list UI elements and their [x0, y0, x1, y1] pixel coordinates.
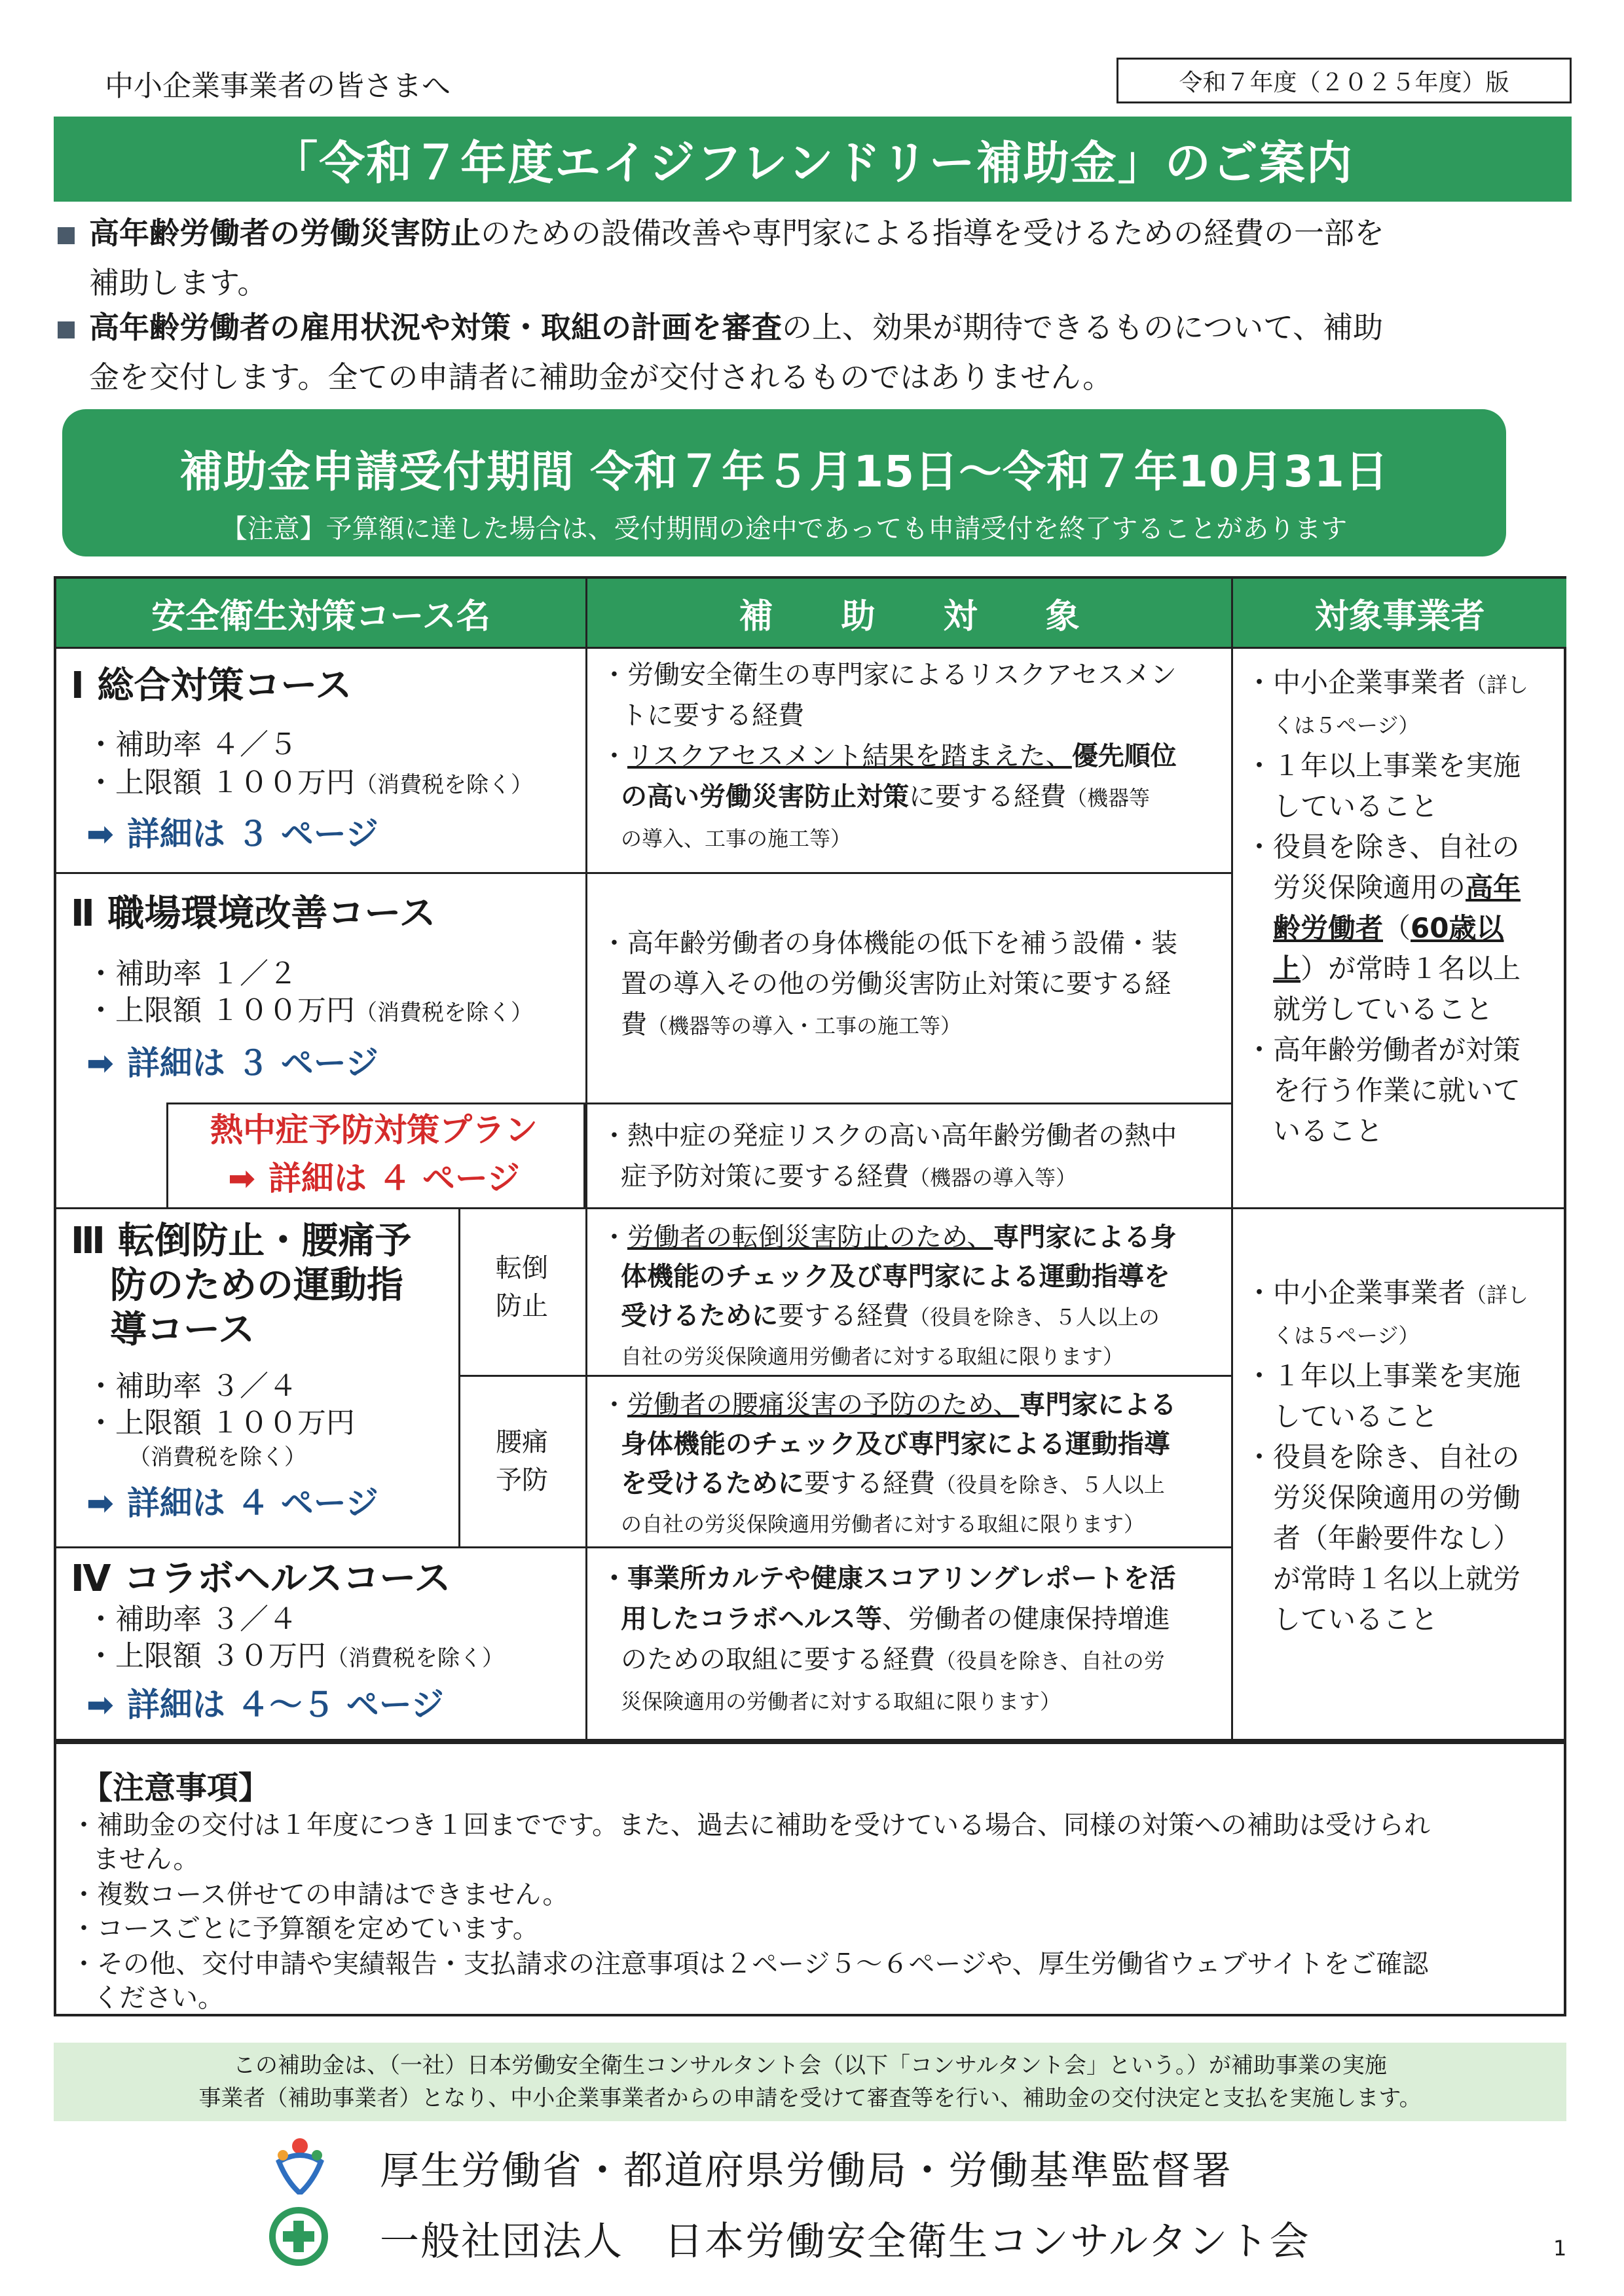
course-1-detail-link[interactable]: ➡ 詳細は ３ ページ [86, 815, 378, 853]
course-4-name: Ⅳ コラボヘルスコース [71, 1558, 451, 1600]
course-4-rate: ・補助率 ３／４ [86, 1603, 297, 1636]
course-4-detail-link[interactable]: ➡ 詳細は ４～５ ページ [86, 1686, 444, 1724]
course-2-detail-link[interactable]: ➡ 詳細は ３ ページ [86, 1044, 378, 1082]
audience-label: 中小企業事業者の皆さまへ [105, 69, 451, 103]
course-3-name: Ⅲ 転倒防止・腰痛予 防のための運動指 導コース [71, 1220, 412, 1351]
course-3-rate: ・補助率 ３／４ [86, 1370, 297, 1403]
consultant-note: この補助金は、（一社）日本労働安全衛生コンサルタント会（以下「コンサルタント会」という。）が補助事業の実施 事業者（補助事業者）となり、中小企業事業者からの申請を受けて審査等を行い、補助金の交付決定と支払を実施します。 [54, 2043, 1566, 2121]
square-bullet-icon [58, 227, 75, 244]
course-2-rate: ・補助率 １／２ [86, 957, 297, 991]
course-4-limit: ・上限額 ３０万円（消費税を除く） [86, 1639, 504, 1673]
organization-mhlw: 厚生労働省・都道府県労働局・労働基準監督署 [380, 2148, 1232, 2194]
period-title: 補助金申請受付期間 令和７年５月15日～令和７年10月31日 [179, 446, 1389, 497]
course-table [54, 576, 1566, 1741]
organization-consultant-association: 一般社団法人 日本労働安全衛生コンサルタント会 [380, 2219, 1310, 2265]
arrow-right-icon: ➡ [86, 1044, 114, 1082]
caution-item: ・コースごとに予算額を定めています。 [71, 1914, 539, 1944]
arrow-right-icon: ➡ [86, 1686, 114, 1724]
intro-bullet-2: 高年齢労働者の雇用状況や対策・取組の計画を審査の上、効果が期待できるものについて、補助 金を交付します。全ての申請者に補助金が交付されるものではありません。 [54, 302, 1572, 402]
header-target: 補 助 対 象 [587, 579, 1231, 647]
arrow-right-icon: ➡ [86, 815, 114, 853]
heat-plan-detail-link[interactable]: ➡ 詳細は ４ ページ [228, 1159, 520, 1197]
consultant-assoc-logo-icon [268, 2206, 329, 2267]
sub-course-back-pain: 腰痛 予防 [496, 1427, 548, 1495]
caution-item: ・その他、交付申請や実績報告・支払請求の注意事項は２ページ５～６ページや、厚生労働省ウェブサイトをご確認 [71, 1949, 1429, 1979]
course-3-target-back: ・労働者の腰痛災害の予防のため、専門家による 身体機能のチェック及び専門家による運動指導 を受けるために要する経費（役員を除き、５人以上 の自社の労災保険適用労働者に対する取組に限ります） [601, 1390, 1177, 1537]
course-3-detail-link[interactable]: ➡ 詳細は ４ ページ [86, 1484, 378, 1522]
course-3-limit: ・上限額 １００万円 [86, 1406, 355, 1440]
heat-plan-title: 熱中症予防対策プラン [210, 1111, 538, 1149]
page-number: 1 [1553, 2236, 1567, 2261]
course-2-target: ・高年齢労働者の身体機能の低下を補う設備・装 置の導入その他の労働災害防止対策に要する経 費（機器等の導入・工事の施工等） [601, 928, 1177, 1040]
caution-item: ません。 [93, 1844, 200, 1874]
course-1-target: ・労働安全衛生の専門家によるリスクアセスメン トに要する経費 ・リスクアセスメント結果を踏まえた、優先順位 の高い労働災害防止対策に要する経費（機器等 の導入、工事の施工等） [601, 660, 1177, 851]
course-4-target: ・事業所カルテや健康スコアリングレポートを活 用したコラボヘルス等、労働者の健康保持増進 のための取組に要する経費（役員を除き、自社の労 災保険適用の労働者に対する取組に限ります） [601, 1563, 1176, 1714]
course-1-limit: ・上限額 １００万円（消費税を除く） [86, 766, 533, 799]
edition-badge: 令和７年度（２０２５年度）版 [1116, 58, 1572, 103]
mhlw-logo-icon [274, 2136, 326, 2195]
square-bullet-icon [58, 321, 75, 338]
caution-item: ください。 [93, 1983, 224, 2013]
arrow-right-icon: ➡ [86, 1484, 114, 1522]
heat-plan-target: ・熱中症の発症リスクの高い高年齢労働者の熱中 症予防対策に要する経費（機器の導入等） [601, 1121, 1177, 1192]
course-1-name: Ⅰ 総合対策コース [71, 665, 352, 707]
intro-bullet-1: 高年齢労働者の労働災害防止のための設備改善や専門家による指導を受けるための経費の一部を 補助します。 [54, 208, 1572, 308]
caution-box [54, 1741, 1566, 2016]
eligibility-group-1: ・中小企業事業者（詳し くは５ページ） ・１年以上事業を実施 していること ・役員を除き、自社の 労災保険適用の高年 齢労働者（60歳以 上）が常時１名以上 就労していること ・高年齢労働者が対策 を行う作業に就いて いること [1246, 666, 1529, 1147]
course-3-limit-note: （消費税を除く） [128, 1444, 306, 1470]
course-1-rate: ・補助率 ４／５ [86, 728, 297, 761]
caution-item: ・複数コース併せての申請はできません。 [71, 1880, 569, 1910]
course-3-target-fall: ・労働者の転倒災害防止のため、専門家による身 体機能のチェック及び専門家による運動指導を 受けるために要する経費（役員を除き、５人以上の 自社の労災保険適用労働者に対する取組に限ります） [601, 1222, 1177, 1369]
header-eligible: 対象事業者 [1233, 579, 1566, 647]
arrow-right-icon: ➡ [228, 1159, 256, 1197]
caution-title: 【注意事項】 [81, 1770, 270, 1806]
header-course-name: 安全衛生対策コース名 [56, 579, 585, 647]
sub-course-fall-prevention: 転倒 防止 [496, 1253, 548, 1321]
period-note: 【注意】予算額に達した場合は、受付期間の途中であっても申請受付を終了することがあります [221, 514, 1348, 544]
course-2-name: Ⅱ 職場環境改善コース [71, 892, 436, 935]
eligibility-group-2: ・中小企業事業者（詳し くは５ページ） ・１年以上事業を実施 していること ・役員を除き、自社の 労災保険適用の労働 者（年齢要件なし） が常時１名以上就労 していること [1246, 1277, 1529, 1635]
page-title: 「令和７年度エイジフレンドリー補助金」のご案内 [54, 117, 1572, 202]
application-period-banner [62, 409, 1506, 556]
course-2-limit: ・上限額 １００万円（消費税を除く） [86, 994, 533, 1027]
caution-item: ・補助金の交付は１年度につき１回までです。また、過去に補助を受けている場合、同様の対策への補助は受けられ [71, 1810, 1430, 1840]
